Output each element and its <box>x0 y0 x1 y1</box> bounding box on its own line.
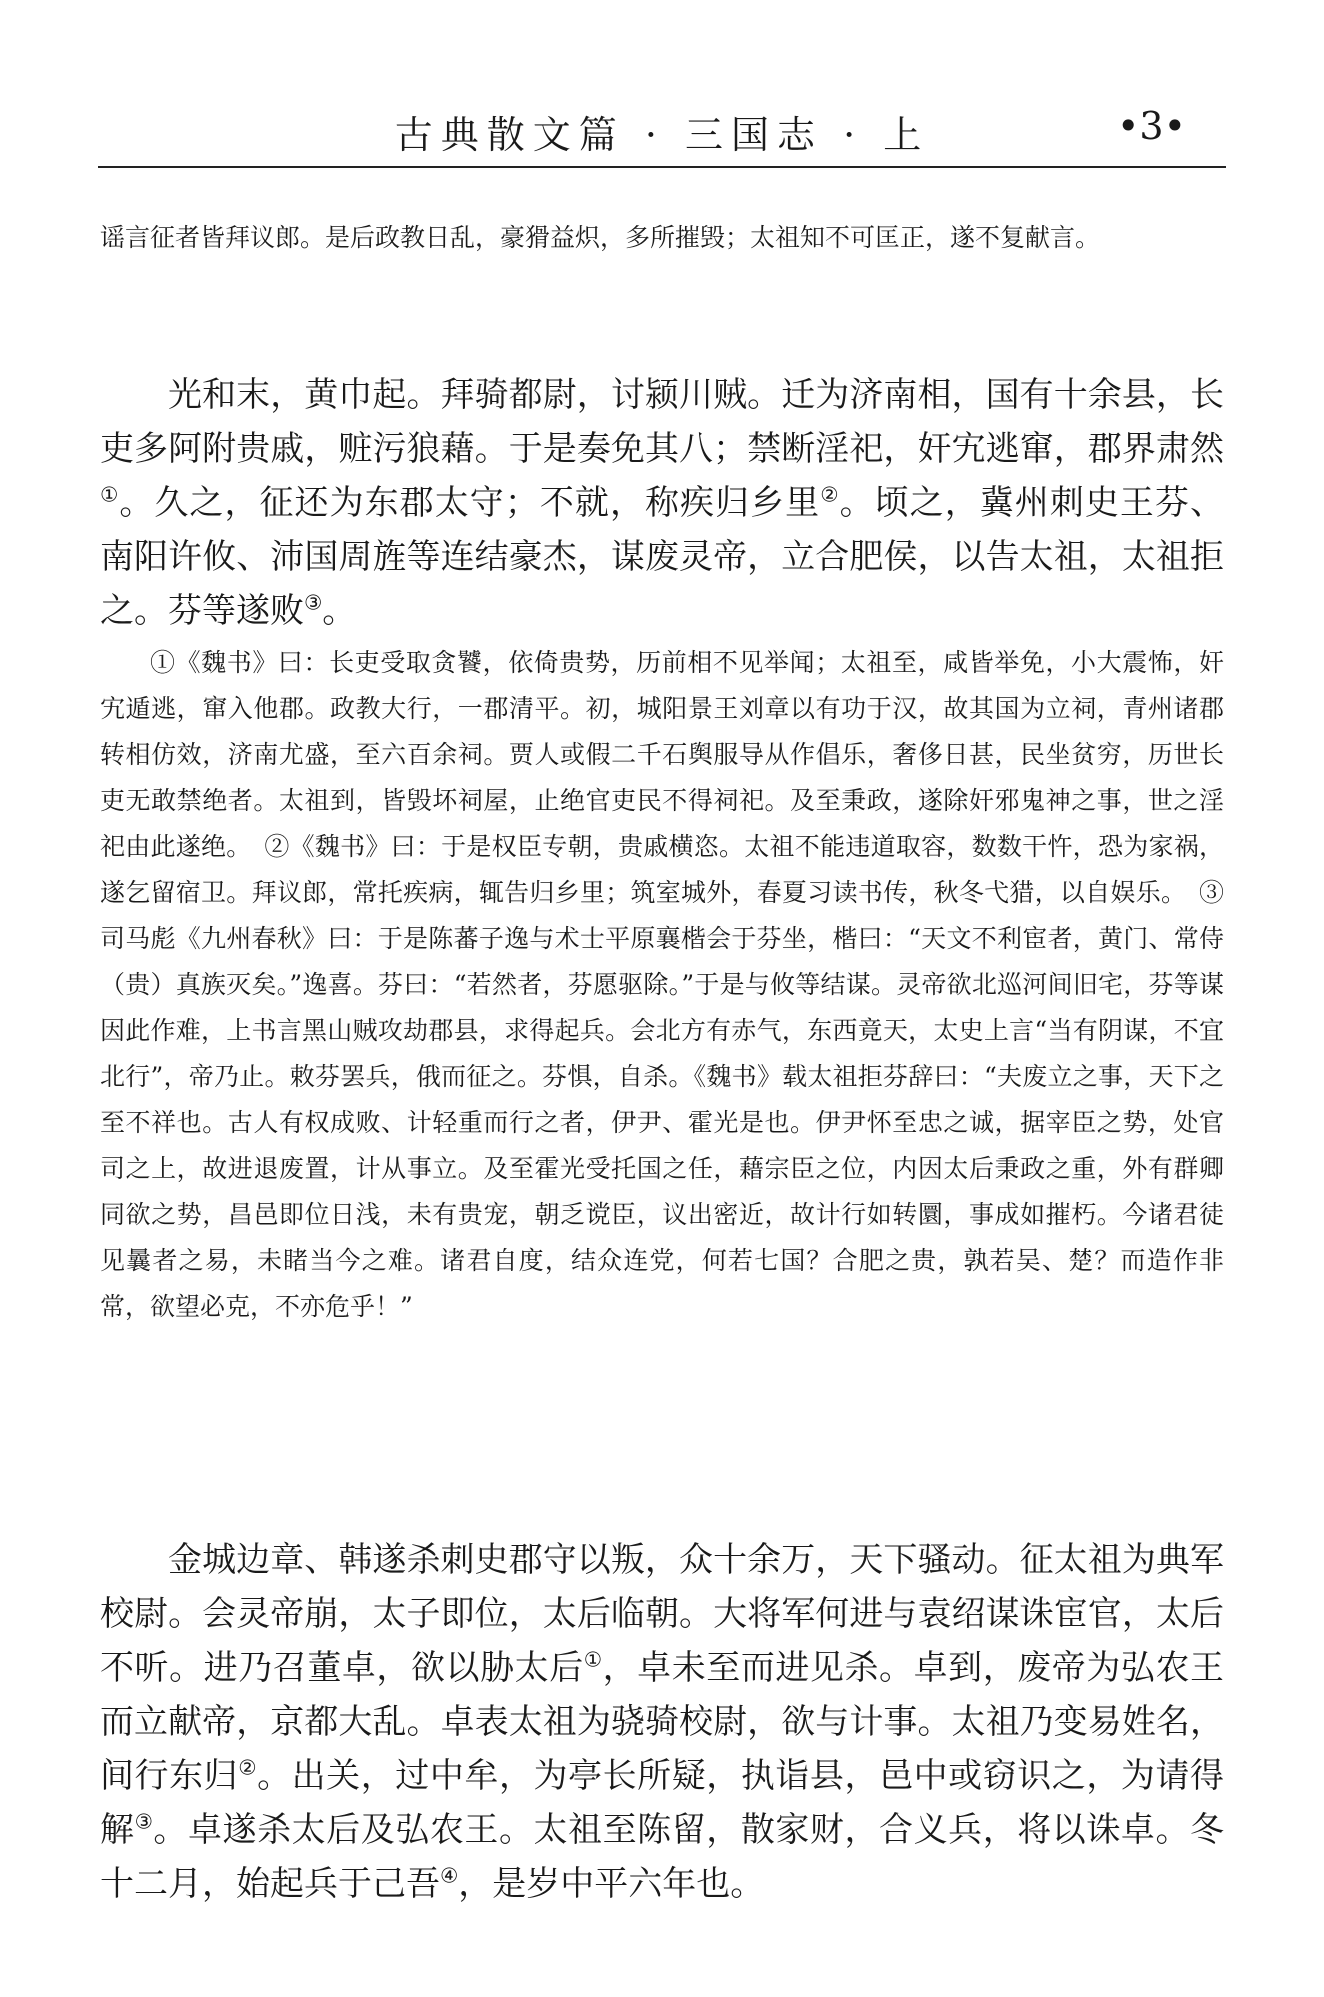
footnote-ref: ② <box>238 1755 258 1780</box>
footnote-ref: ④ <box>440 1863 459 1888</box>
running-header <box>98 96 1226 168</box>
footnote-block: ①《魏书》曰：长吏受取贪饕，依倚贵势，历前相不见举闻；太祖至，咸皆举免，小大震怖，奸宄遁逃，窜入他郡。政教大行，一郡清平。初，城阳景王刘章以有功于汉，故其国为立祠，青州诸郡转相仿效，济南尤盛，至六百余祠。贾人或假二千石舆服导从作倡乐，奢侈日甚，民坐贫穷，历世长吏无敢禁绝者。太祖到，皆毁坏祠屋，止绝官吏民不得祠祀。及至秉政，遂除奸邪鬼神之事，世之淫祀由此遂绝。 ②《魏书》曰：于是权臣专朝，贵戚横恣。太祖不能违道取容，数数干忤，恐为家祸，遂乞留宿卫。拜议郎，常托疾病，辄告归乡里；筑室城外，春夏习读书传，秋冬弋猎，以自娱乐。 ③司马彪《九州春秋》曰：于是陈蕃子逸与术士平原襄楷会于芬坐，楷曰：“天文不利宦者，黄门、常侍（贵）真族灭矣。”逸喜。芬曰：“若然者，芬愿驱除。”于是与攸等结谋。灵帝欲北巡河间旧宅，芬等谋因此作难，上书言黑山贼攻劫郡县，求得起兵。会北方有赤气，东西竟天，太史上言“当有阴谋，不宜北行”，帝乃止。敕芬罢兵，俄而征之。芬惧，自杀。《魏书》载太祖拒芬辞曰：“夫废立之事，天下之至不祥也。古人有权成败、计轻重而行之者，伊尹、霍光是也。伊尹怀至忠之诚，据宰臣之势，处官司之上，故进退废置，计从事立。及至霍光受托国之任，藉宗臣之位，内因太后秉政之重，外有群卿同欲之势，昌邑即位日浅，未有贵宠，朝乏谠臣，议出密近，故计行如转圜，事成如摧朽。今诸君徒见曩者之易，未睹当今之难。诸君自度，结众连党，何若七国？合肥之贵，孰若吴、楚？而造作非常，欲望必克，不亦危乎！” <box>100 648 1224 1321</box>
footnote-ref: ③ <box>304 590 323 615</box>
footnote-ref: ① <box>100 482 120 507</box>
book-section-title: 古典散文篇 · 三国志 · 上 <box>394 113 930 157</box>
footnote-ref: ③ <box>134 1809 154 1834</box>
page-number: •3• <box>1116 104 1186 148</box>
continuation-text: 谣言征者皆拜议郎。是后政教日乱，豪猾益炽，多所摧毁；太祖知不可匡正，遂不复献言。 <box>100 223 1101 252</box>
footnote-ref: ② <box>820 482 840 507</box>
footnote-ref: ① <box>583 1647 603 1672</box>
main-paragraph: 金城边章、韩遂杀刺史郡守以叛，众十余万，天下骚动。征太祖为典军校尉。会灵帝崩，太子即位，太后临朝。大将军何进与袁绍谋诛宦官，太后不听。进乃召董卓，欲以胁太后①，卓未至而进见杀。卓到，废帝为弘农王而立献帝，京都大乱。卓表太祖为骁骑校尉，欲与计事。太祖乃变易姓名，间行东归②。出关，过中牟，为亭长所疑，执诣县，邑中或窃识之，为请得解③。卓遂杀太后及弘农王。太祖至陈留，散家财，合义兵，将以诛卓。冬十二月，始起兵于己吾④，是岁中平六年也。 <box>100 1540 1225 1904</box>
main-paragraph: 光和末，黄巾起。拜骑都尉，讨颍川贼。迁为济南相，国有十余县，长吏多阿附贵戚，赃污狼藉。于是奏免其八；禁断淫祀，奸宄逃窜，郡界肃然①。久之，征还为东郡太守；不就，称疾归乡里②。顷之，冀州刺史王芬、南阳许攸、沛国周旌等连结豪杰，谋废灵帝，立合肥侯，以告太祖，太祖拒之。芬等遂败③。 <box>100 375 1225 631</box>
